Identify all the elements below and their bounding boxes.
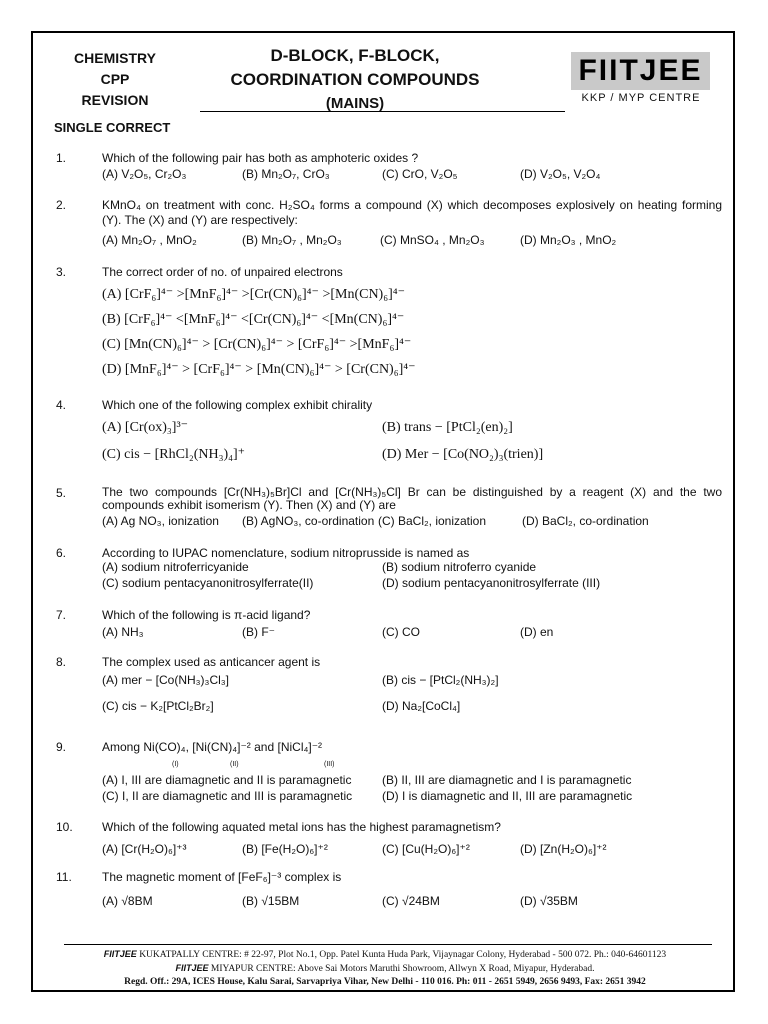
question-text: Which of the following pair has both as amphoteric oxides ? bbox=[102, 151, 419, 165]
question-number: 4. bbox=[56, 398, 67, 412]
option-b: (B) [CrF₆]⁴⁻ <[MnF₆]⁴⁻ <[Cr(CN)₆]⁴⁻ <[Mn(CN)₆]⁴⁻ bbox=[102, 312, 405, 327]
fiitjee-logo bbox=[571, 52, 710, 90]
question-text: Which of the following is π-acid ligand? bbox=[102, 608, 311, 622]
question-text: According to IUPAC nomenclature, sodium nitroprusside is named as bbox=[102, 546, 470, 560]
question-text: Among Ni(CO)₄, [Ni(CN)₄]⁻² and [NiCl₄]⁻² bbox=[102, 740, 323, 754]
question-number: 9. bbox=[56, 740, 67, 754]
label-iii: (III) bbox=[324, 761, 335, 768]
title-line: (MAINS) bbox=[325, 95, 385, 112]
option-d: (D) Na₂[CoCl₄] bbox=[382, 699, 461, 713]
option-d: (D) [Zn(H₂O)₆]⁺² bbox=[520, 842, 607, 856]
option-b: (B) Mn₂O₇, CrO₃ bbox=[242, 167, 330, 181]
option-b: (B) AgNO₃, co-ordination bbox=[242, 514, 375, 528]
question-text: KMnO₄ on treatment with conc. H₂SO₄ forms a compound (X) which decomposes explosively on heating forming (Y). The (X) and (Y) are respectively: bbox=[102, 198, 722, 227]
question-text: Which of the following aquated metal ions has the highest paramagnetism? bbox=[102, 820, 501, 834]
question-text: The two compounds [Cr(NH₃)₅Br]Cl and [Cr(NH₃)₅Cl] Br can be distinguished by a reagent (X) and the two compounds exhibit isomerism (Y). Then (X) and (Y) are bbox=[102, 485, 722, 512]
option-a: (A) Mn₂O₇ , MnO₂ bbox=[102, 233, 197, 247]
header-subject-line: REVISION bbox=[81, 92, 149, 108]
header-title bbox=[190, 44, 520, 116]
option-c: (C) BaCl₂, ionization bbox=[378, 514, 487, 528]
option-d: (D) Mer − [Co(NO₂)₃(trien)] bbox=[382, 447, 544, 462]
option-d: (D) I is diamagnetic and II, III are paramagnetic bbox=[382, 789, 633, 803]
option-c: (C) √24BM bbox=[382, 894, 440, 908]
footer-line-1 bbox=[40, 948, 730, 962]
option-d: (D) Mn₂O₃ , MnO₂ bbox=[520, 233, 617, 247]
option-b: (B) [Fe(H₂O)₆]⁺² bbox=[242, 842, 328, 856]
option-a: (A) √8BM bbox=[102, 894, 153, 908]
option-a: (A) [Cr(ox)₃]³⁻ bbox=[102, 420, 189, 435]
header-subject bbox=[40, 48, 190, 111]
header-subject-line: CHEMISTRY bbox=[74, 50, 156, 66]
option-c: (C) I, II are diamagnetic and III is paramagnetic bbox=[102, 789, 353, 803]
option-d: (D) V₂O₅, V₂O₄ bbox=[520, 167, 601, 181]
option-a: (A) V₂O₅, Cr₂O₃ bbox=[102, 167, 187, 181]
section-heading: SINGLE CORRECT bbox=[54, 120, 171, 135]
centre-label: KKP / MYP CENTRE bbox=[581, 92, 701, 104]
option-b: (B) sodium nitroferro cyanide bbox=[382, 560, 537, 574]
question-text: Which one of the following complex exhibit chirality bbox=[102, 398, 373, 412]
question-number: 1. bbox=[56, 151, 67, 165]
option-a: (A) Ag NO₃, ionization bbox=[102, 514, 219, 528]
option-d: (D) √35BM bbox=[520, 894, 578, 908]
option-b: (B) √15BM bbox=[242, 894, 300, 908]
footer-kukatpally: KUKATPALLY CENTRE: # 22-97, Plot No.1, Opp. Patel Kunta Huda Park, Vijaynagar Colony, Hyderabad - 500 072. Ph.: 040-64601123 bbox=[139, 950, 667, 960]
title-line: D-BLOCK, F-BLOCK, bbox=[270, 46, 440, 65]
question-number: 5. bbox=[56, 486, 67, 500]
option-a: (A) mer − [Co(NH₃)₃Cl₃] bbox=[102, 673, 229, 687]
footer-brand: FIITJEE bbox=[175, 963, 209, 973]
option-c: (C) [Cu(H₂O)₆]⁺² bbox=[382, 842, 470, 856]
option-d: (D) sodium pentacyanonitrosylferrate (III) bbox=[382, 576, 601, 590]
option-a: (A) NH₃ bbox=[102, 625, 144, 639]
option-d: (D) [MnF₆]⁴⁻ > [CrF₆]⁴⁻ > [Mn(CN)₆]⁴⁻ > [Cr(CN)₆]⁴⁻ bbox=[102, 362, 416, 377]
footer-miyapur: MIYAPUR CENTRE: Above Sai Motors Maruthi Showroom, Allwyn X Road, Miyapur, Hyderabad. bbox=[210, 964, 595, 974]
option-a: (A) [Cr(H₂O)₆]⁺³ bbox=[102, 842, 187, 856]
option-c: (C) cis − K₂[PtCl₂Br₂] bbox=[102, 699, 214, 713]
option-c: (C) CrO, V₂O₅ bbox=[382, 167, 458, 181]
option-b: (B) trans − [PtCl₂(en)₂] bbox=[382, 420, 513, 435]
option-a: (A) [CrF₆]⁴⁻ >[MnF₆]⁴⁻ >[Cr(CN)₆]⁴⁻ >[Mn(CN)₆]⁴⁻ bbox=[102, 287, 406, 302]
footer-regd-office: Regd. Off.: 29A, ICES House, Kalu Sarai, Sarvapriya Vihar, New Delhi - 110 016. Ph: 011 - 2651 5949, 2656 9493, Fax: 2651 3942 bbox=[124, 977, 646, 987]
option-b: (B) Mn₂O₇ , Mn₂O₃ bbox=[242, 233, 342, 247]
option-b: (B) cis − [PtCl₂(NH₃)₂] bbox=[382, 673, 499, 687]
logo-text: FIITJEE bbox=[578, 54, 703, 87]
question-text: The correct order of no. of unpaired electrons bbox=[102, 265, 343, 279]
option-b: (B) II, III are diamagnetic and I is paramagnetic bbox=[382, 773, 632, 787]
option-c: (C) CO bbox=[382, 625, 420, 639]
option-a: (A) I, III are diamagnetic and II is paramagnetic bbox=[102, 773, 352, 787]
option-a: (A) sodium nitroferricyanide bbox=[102, 560, 249, 574]
label-i: (I) bbox=[172, 761, 179, 768]
option-d: (D) BaCl₂, co-ordination bbox=[522, 514, 649, 528]
question-number: 7. bbox=[56, 608, 67, 622]
option-c: (C) [Mn(CN)₆]⁴⁻ > [Cr(CN)₆]⁴⁻ > [CrF₆]⁴⁻ >[MnF₆]⁴⁻ bbox=[102, 337, 412, 352]
footer-line-2 bbox=[40, 962, 730, 976]
header-subject-line: CPP bbox=[100, 71, 130, 87]
footer-brand: FIITJEE bbox=[103, 949, 137, 959]
question-text: The complex used as anticancer agent is bbox=[102, 655, 321, 669]
question-number: 11. bbox=[56, 870, 72, 884]
question-number: 10. bbox=[56, 820, 73, 834]
footer-rule bbox=[64, 944, 712, 945]
question-number: 2. bbox=[56, 198, 67, 212]
option-d: (D) en bbox=[520, 625, 554, 639]
question-number: 6. bbox=[56, 546, 67, 560]
label-ii: (II) bbox=[230, 761, 239, 768]
question-number: 3. bbox=[56, 265, 67, 279]
title-line: COORDINATION COMPOUNDS bbox=[230, 70, 480, 89]
question-text: The magnetic moment of [FeF₆]⁻³ complex is bbox=[102, 870, 342, 884]
question-number: 8. bbox=[56, 655, 67, 669]
option-c: (C) cis − [RhCl₂(NH₃)₄]⁺ bbox=[102, 447, 246, 462]
option-c: (C) sodium pentacyanonitrosylferrate(II) bbox=[102, 576, 314, 590]
footer bbox=[40, 948, 730, 989]
option-c: (C) MnSO₄ , Mn₂O₃ bbox=[380, 233, 485, 247]
header-rule bbox=[200, 111, 565, 112]
option-b: (B) F⁻ bbox=[242, 625, 275, 639]
